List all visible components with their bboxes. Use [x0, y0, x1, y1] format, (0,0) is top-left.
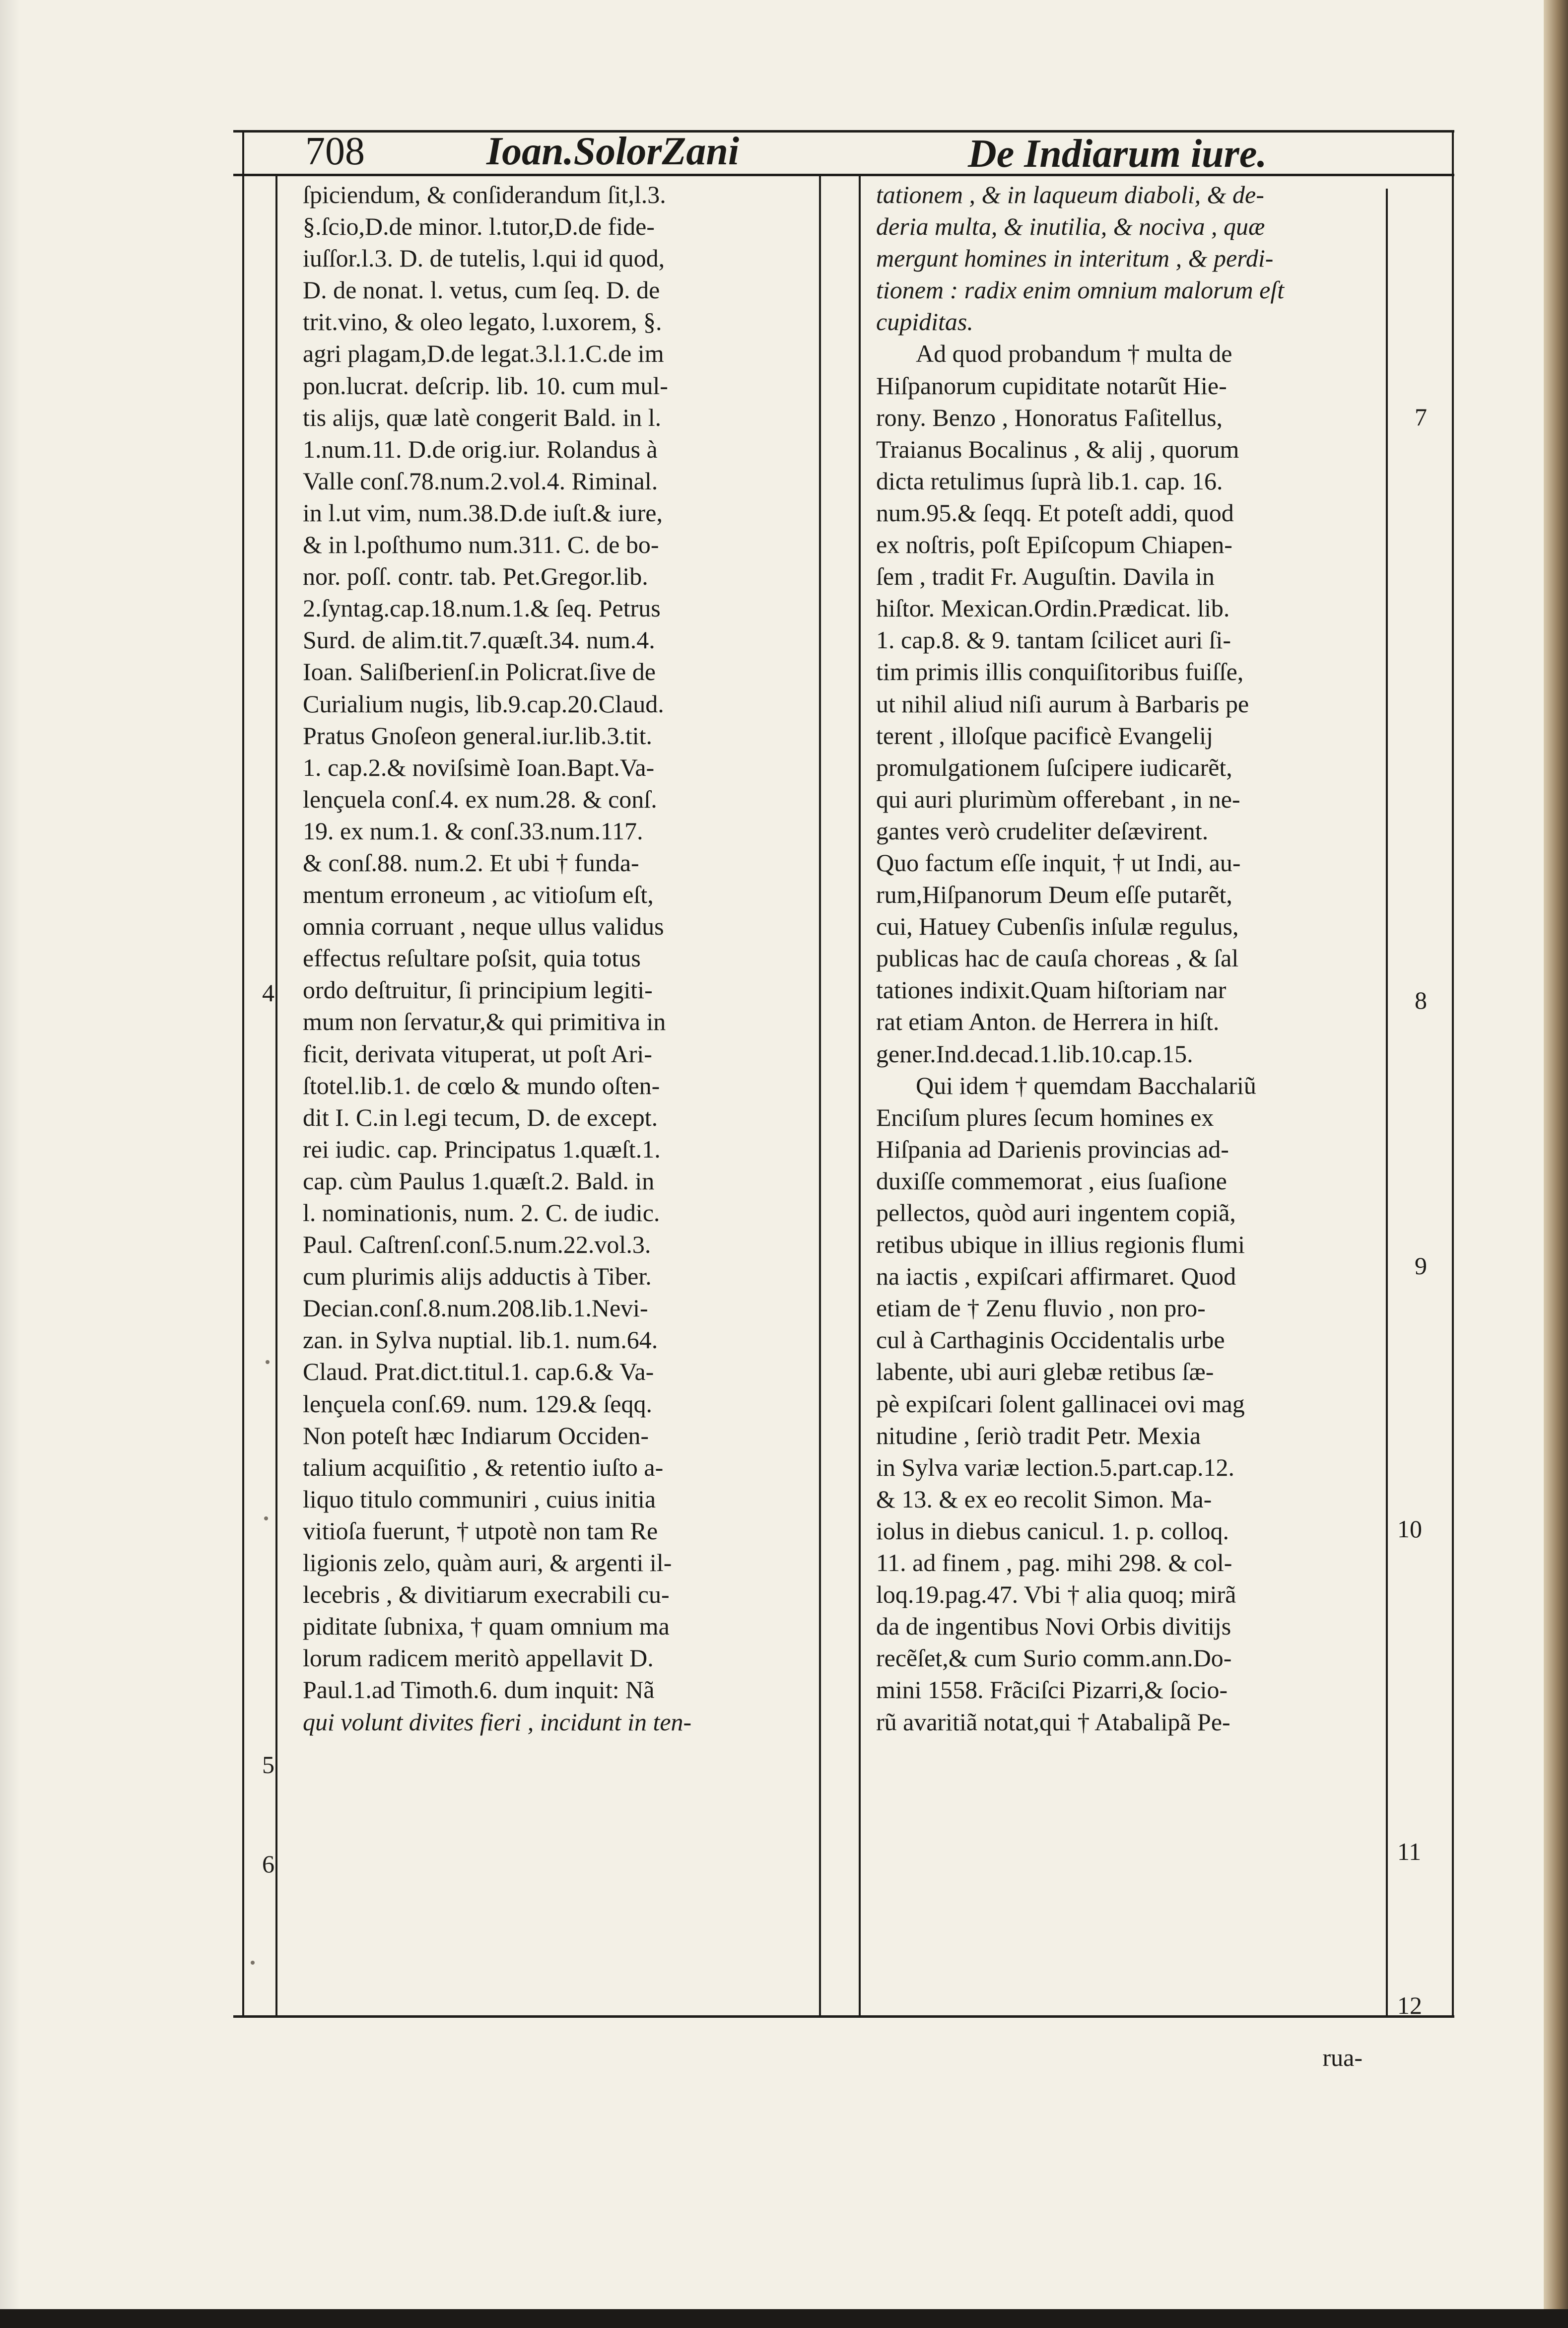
text-line: promulgationem ſuſcipere iudicarẽt, [876, 753, 1232, 781]
margin-number-left: 5 [262, 1751, 274, 1779]
text-line: qui volunt divites fieri , incidunt in ten- [303, 1708, 692, 1736]
text-line: talium acquiſitio , & retentio iuſto a- [303, 1453, 664, 1481]
outer-left-rule [242, 130, 244, 2016]
text-line: lençuela conſ.69. num. 129.& ſeqq. [303, 1389, 653, 1418]
text-line: cap. cùm Paulus 1.quæſt.2. Bald. in [303, 1166, 655, 1195]
text-line: & in l.poſthumo num.311. C. de bo- [303, 531, 659, 559]
text-line: mergunt homines in interitum , & perdi- [876, 244, 1274, 273]
header-rule [233, 174, 1454, 176]
text-line: tationem , & in laqueum diaboli, & de- [876, 181, 1264, 208]
text-line: cul à Carthaginis Occidentalis urbe [876, 1326, 1225, 1354]
text-line: Pratus Gnoſeon general.iur.lib.3.tit. [303, 721, 653, 750]
text-line: ut nihil aliud niſi aurum à Barbaris pe [876, 689, 1249, 718]
text-line: lorum radicem meritò appellavit D. [303, 1644, 654, 1672]
text-line: terent , illoſque pacificè Evangelij [876, 721, 1213, 750]
text-line: Enciſum plures ſecum homines ex [876, 1103, 1214, 1131]
text-line: ligionis zelo, quàm auri, & argenti il- [303, 1549, 672, 1577]
left-frame-rule [275, 174, 277, 2015]
text-line: dit I. C.in l.egi tecum, D. de except. [303, 1103, 658, 1131]
text-line: duxiſſe commemorat , eius ſuaſione [876, 1166, 1227, 1195]
text-line: pellectos, quòd auri ingentem copiã, [876, 1199, 1236, 1227]
text-line: loq.19.pag.47. Vbi † alia quoq; mirã [876, 1580, 1236, 1609]
text-line: rat etiam Anton. de Herrera in hiſt. [876, 1008, 1220, 1036]
center-rule-right [859, 174, 861, 2015]
text-line: num.95.& ſeqq. Et poteſt addi, quod [876, 498, 1234, 527]
running-author: Ioan.SolorZani [486, 130, 740, 173]
text-line: in Sylva variæ lection.5.part.cap.12. [876, 1453, 1235, 1481]
text-line: liquo titulo communiri , cuius initia [303, 1485, 656, 1513]
text-line: nor. poſſ. contr. tab. Pet.Gregor.lib. [303, 562, 648, 591]
text-line: retibus ubique in illius regionis flumi [876, 1231, 1245, 1259]
text-line: mum non ſervatur,& qui primitiva in [303, 1008, 666, 1036]
text-line: 1.num.11. D.de orig.iur. Rolandus à [303, 435, 658, 463]
page-edge [1544, 0, 1568, 2309]
text-line: gener.Ind.decad.1.lib.10.cap.15. [876, 1039, 1193, 1068]
text-line: iuſſor.l.3. D. de tutelis, l.qui id quod, [303, 244, 665, 273]
text-line: ordo deſtruitur, ſi principium legiti- [303, 976, 653, 1004]
text-line: ſpiciendum, & conſiderandum ſit,l.3. [303, 181, 666, 208]
center-rule-left [819, 174, 821, 2015]
text-line: Hiſpania ad Darienis provincias ad- [876, 1135, 1229, 1163]
text-line: mentum erroneum , ac vitioſum eſt, [303, 881, 654, 909]
text-line: dicta retulimus ſuprà lib.1. cap. 16. [876, 467, 1223, 495]
outer-right-rule [1452, 130, 1454, 2016]
text-line: gantes verò crudeliter deſævirent. [876, 817, 1209, 845]
margin-number-right: 8 [1415, 986, 1427, 1014]
text-line: ſem , tradit Fr. Auguſtin. Davila in [876, 562, 1215, 591]
text-line: na iactis , expiſcari affirmaret. Quod [876, 1262, 1236, 1291]
text-line: & conſ.88. num.2. Et ubi † funda- [303, 848, 639, 877]
top-rule [233, 130, 1454, 133]
text-line: Paul. Caſtrenſ.conſ.5.num.22.vol.3. [303, 1231, 651, 1259]
ink-speck [266, 1360, 270, 1364]
text-line: deria multa, & inutilia, & nociva , quæ [876, 212, 1265, 241]
text-line: rum,Hiſpanorum Deum eſſe putarẽt, [876, 881, 1232, 909]
margin-number-left: 4 [262, 979, 274, 1007]
text-line: zan. in Sylva nuptial. lib.1. num.64. [303, 1326, 658, 1354]
text-line: Claud. Prat.dict.titul.1. cap.6.& Va- [303, 1358, 654, 1386]
text-line: 19. ex num.1. & conſ.33.num.117. [303, 817, 643, 845]
text-line: piditate ſubnixa, † quam omnium ma [303, 1612, 670, 1641]
text-line: Qui idem † quemdam Bacchalariũ [916, 1071, 1256, 1099]
text-line: effectus reſultare poſsit, quia totus [303, 944, 641, 972]
text-line: ſtotel.lib.1. de cœlo & mundo oſten- [303, 1071, 660, 1099]
text-line: cum plurimis alijs adductis à Tiber. [303, 1262, 652, 1291]
text-line: Paul.1.ad Timoth.6. dum inquit: Nã [303, 1676, 655, 1704]
text-line: lençuela conſ.4. ex num.28. & conſ. [303, 785, 657, 813]
margin-number-right: 9 [1415, 1252, 1427, 1280]
margin-number-left: 6 [262, 1850, 274, 1878]
bottom-rule [233, 2015, 1454, 2018]
text-line: agri plagam,D.de legat.3.l.1.C.de im [303, 340, 664, 368]
catchword: rua- [1322, 2044, 1363, 2071]
text-line: Ioan. Saliſberienſ.in Policrat.ſive de [303, 658, 656, 686]
text-line: 2.ſyntag.cap.18.num.1.& ſeq. Petrus [303, 594, 661, 622]
text-line: lecebris , & divitiarum execrabili cu- [303, 1580, 670, 1609]
gutter-shadow [0, 0, 20, 2309]
text-line: iolus in diebus canicul. 1. p. colloq. [876, 1516, 1229, 1545]
text-line: ex noſtris, poſt Epiſcopum Chiapen- [876, 531, 1232, 559]
ink-speck [251, 1961, 255, 1965]
text-line: hiſtor. Mexican.Ordin.Prædicat. lib. [876, 594, 1230, 622]
text-line: rũ avaritiã notat,qui † Atabalipã Pe- [876, 1708, 1230, 1736]
ink-speck [264, 1516, 268, 1520]
text-line: tim primis illis conquiſitoribus fuiſſe, [876, 658, 1244, 686]
text-line: §.ſcio,D.de minor. l.tutor,D.de fide- [303, 212, 655, 241]
text-line: trit.vino, & oleo legato, l.uxorem, §. [303, 308, 662, 336]
text-line: cupiditas. [876, 308, 973, 336]
margin-number-right: 12 [1397, 1991, 1422, 2019]
text-line: rei iudic. cap. Principatus 1.quæſt.1. [303, 1135, 661, 1163]
text-line: tationes indixit.Quam hiſtoriam nar [876, 976, 1227, 1004]
text-line: mini 1558. Frãciſci Pizarri,& ſocio- [876, 1676, 1228, 1704]
text-line: l. nominationis, num. 2. C. de iudic. [303, 1199, 660, 1227]
text-line: recẽſet,& cum Surio comm.ann.Do- [876, 1644, 1232, 1672]
text-line: Valle conſ.78.num.2.vol.4. Riminal. [303, 467, 658, 495]
running-title: De Indiarum iure. [968, 132, 1267, 176]
text-line: vitioſa fuerunt, † utpotè non tam Re [303, 1516, 658, 1545]
text-line: omnia corruant , neque ullus validus [303, 912, 664, 941]
right-column [876, 179, 1392, 1738]
text-line: pon.lucrat. deſcrip. lib. 10. cum mul- [303, 371, 668, 400]
text-line: Traianus Bocalinus , & alij , quorum [876, 435, 1239, 463]
text-line: qui auri plurimùm offerebant , in ne- [876, 785, 1240, 813]
text-line: Ad quod probandum † multa de [916, 340, 1232, 368]
text-line: tionem : radix enim omnium malorum eſt [876, 276, 1285, 304]
text-line: & 13. & ex eo recolit Simon. Ma- [876, 1485, 1212, 1513]
margin-number-right: 7 [1415, 403, 1427, 431]
text-line: 1. cap.8. & 9. tantam ſcilicet auri ſi- [876, 626, 1231, 654]
margin-number-right: 11 [1397, 1838, 1422, 1865]
text-line: 11. ad finem , pag. mihi 298. & col- [876, 1549, 1232, 1577]
text-line: ficit, derivata vituperat, ut poſt Ari- [303, 1039, 652, 1068]
text-line: nitudine , ſeriò tradit Petr. Mexia [876, 1421, 1201, 1449]
text-line: Surd. de alim.tit.7.quæſt.34. num.4. [303, 626, 655, 654]
text-line: rony. Benzo , Honoratus Faſitellus, [876, 403, 1223, 431]
text-line: Hiſpanorum cupiditate notarũt Hie- [876, 371, 1227, 400]
text-line: labente, ubi auri glebæ retibus ſæ- [876, 1358, 1214, 1386]
text-line: cui, Hatuey Cubenſis inſulæ regulus, [876, 912, 1239, 941]
text-line: Curialium nugis, lib.9.cap.20.Claud. [303, 689, 664, 718]
text-line: Non poteſt hæc Indiarum Occiden- [303, 1421, 649, 1449]
text-line: publicas hac de cauſa choreas , & ſal [876, 944, 1239, 972]
left-column [303, 179, 819, 1738]
text-line: 1. cap.2.& noviſsimè Ioan.Bapt.Va- [303, 753, 655, 781]
margin-number-right: 10 [1397, 1515, 1422, 1543]
text-line: pè expiſcari ſolent gallinacei ovi mag [876, 1389, 1245, 1418]
text-line: Decian.conſ.8.num.208.lib.1.Nevi- [303, 1294, 648, 1322]
text-line: D. de nonat. l. vetus, cum ſeq. D. de [303, 276, 660, 304]
text-line: in l.ut vim, num.38.D.de iuſt.& iure, [303, 498, 663, 527]
text-line: Quo factum eſſe inquit, † ut Indi, au- [876, 848, 1241, 877]
text-line: tis alijs, quæ latè congerit Bald. in l. [303, 403, 662, 431]
text-line: etiam de † Zenu fluvio , non pro- [876, 1294, 1206, 1322]
page-number: 708 [305, 130, 365, 173]
text-line: da de ingentibus Novi Orbis divitijs [876, 1612, 1231, 1641]
